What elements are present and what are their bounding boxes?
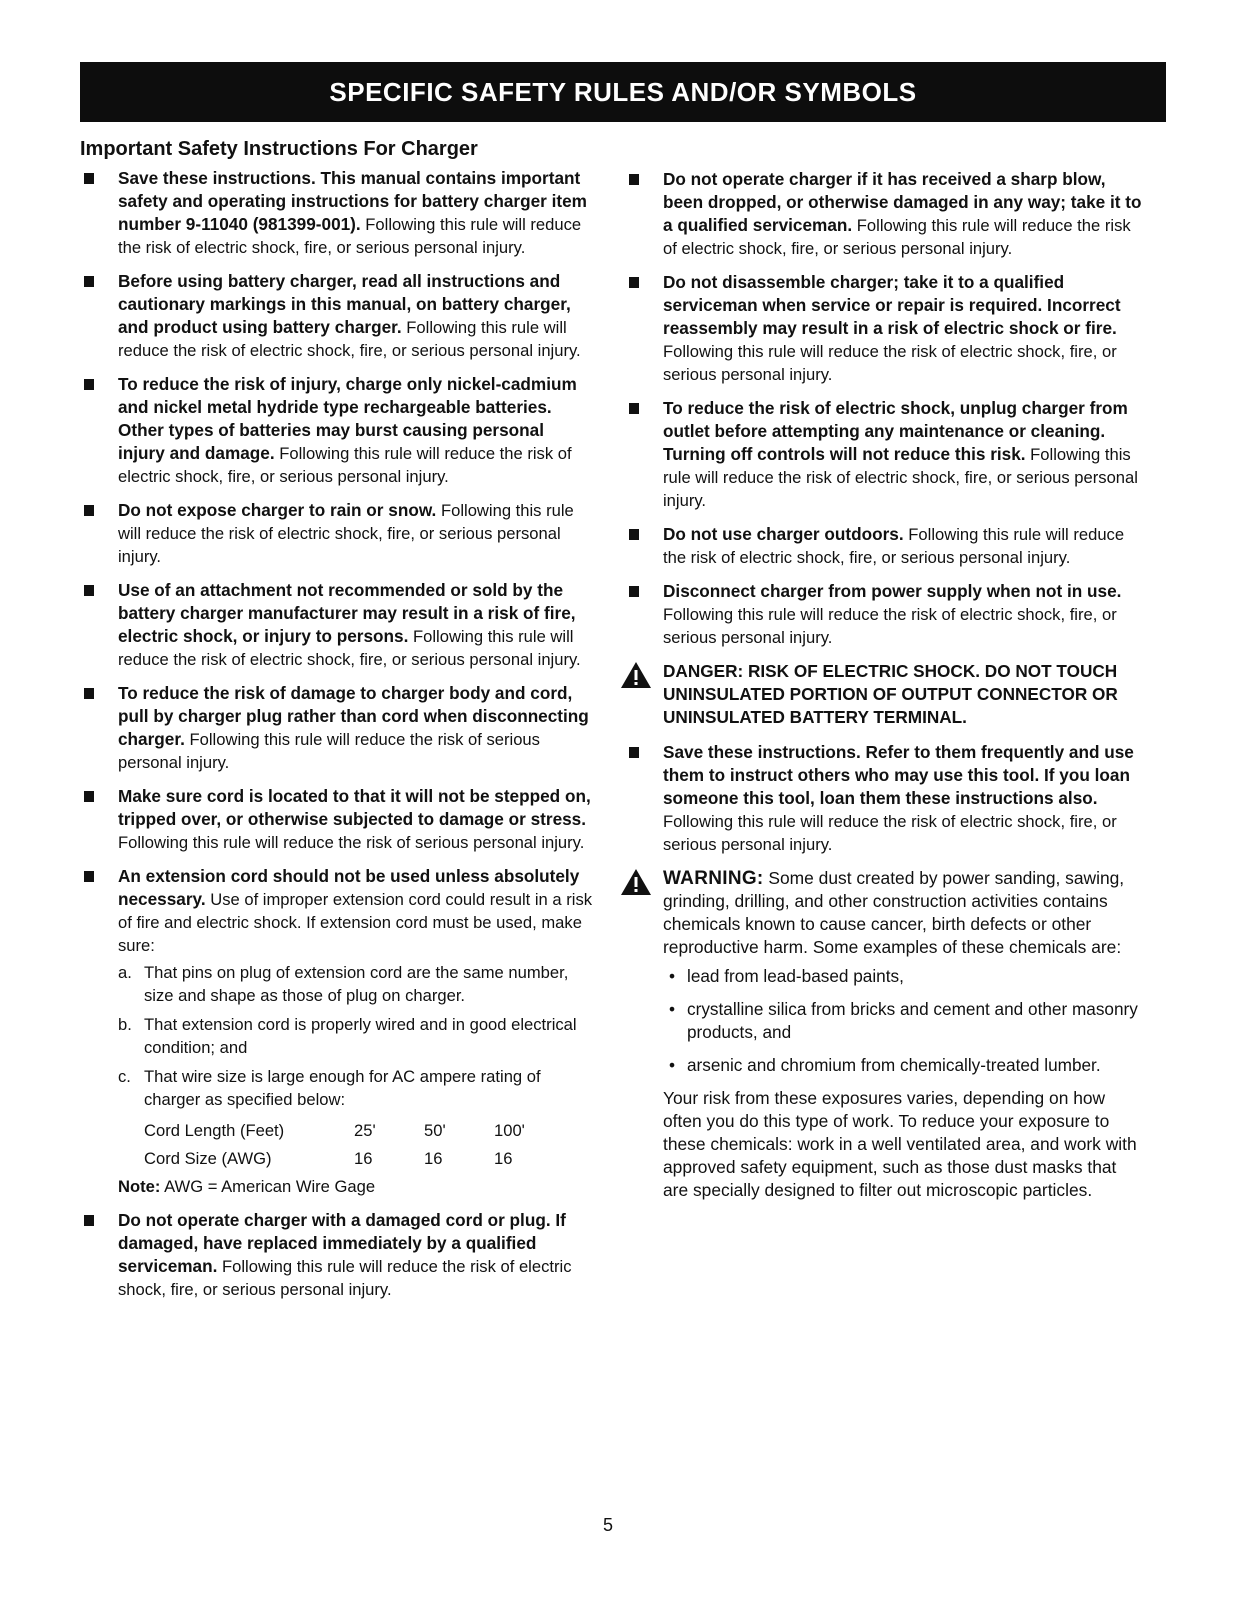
sub-item-c: [118, 1065, 595, 1111]
rule-bold-text: To reduce the risk of damage to charger body and cord, pull by charger plug rather than cord when disconnecting charger.: [118, 683, 589, 749]
table-cell: 16: [354, 1149, 373, 1168]
danger-alert: [625, 660, 1145, 729]
list-item-text: lead from lead-based paints,: [687, 966, 904, 986]
square-bullet-icon: [84, 871, 94, 882]
sub-item-letter: c.: [118, 1067, 131, 1086]
page-number: 5: [603, 1515, 614, 1535]
rule-plain-text: Following this rule will reduce the risk of electric shock, fire, or serious personal injury.: [118, 1257, 572, 1299]
square-bullet-icon: [629, 277, 639, 288]
rule-plain-text: Following this rule will reduce the risk of electric shock, fire, or serious personal injury.: [118, 444, 572, 486]
rule-plain-text: Following this rule will reduce the risk of electric shock, fire, or serious personal injury.: [663, 525, 1125, 567]
square-bullet-icon: [84, 1215, 94, 1226]
square-bullet-icon: [629, 586, 639, 597]
rule-bold-text: Do not operate charger if it has received a sharp blow, been dropped, or otherwise damaged in any way; take it to a qualified serviceman.: [663, 169, 1142, 235]
rule-bold-text: Disconnect charger from power supply when not in use.: [663, 581, 1122, 601]
table-cell: Cord Length (Feet): [144, 1121, 285, 1140]
section-title: Important Safety Instructions For Charger: [80, 138, 478, 160]
square-bullet-icon: [84, 688, 94, 699]
exposure-paragraph: Your risk from these exposures varies, depending on how often you do this type of work. To reduce your exposure to these chemicals: work in a well ventilated area, and work with approved safety equipment, such as those dust masks that are specially designed to filter out microscopic particles.: [663, 1088, 1137, 1200]
square-bullet-icon: [629, 529, 639, 540]
warning-alert: [625, 867, 1145, 1202]
chemical-list: [663, 965, 1145, 1077]
rule-bold-text: Do not use charger outdoors.: [663, 524, 904, 544]
square-bullet-icon: [84, 379, 94, 390]
table-row: [144, 1117, 595, 1145]
danger-text: DANGER: RISK OF ELECTRIC SHOCK. DO NOT TOUCH UNINSULATED PORTION OF OUTPUT CONNECTOR OR UNINSULATED BATTERY TERMINAL.: [663, 661, 1118, 727]
rule-plain-text: Following this rule will reduce the risk of electric shock, fire, or serious personal injury.: [663, 342, 1117, 384]
rule-plain-text: Following this rule will reduce the risk of electric shock, fire, or serious personal injury.: [663, 445, 1138, 510]
warning-triangle-icon: [619, 660, 653, 690]
rule-bold-text: Before using battery charger, read all instructions and cautionary markings in this manual, on battery charger, and product using battery charger.: [118, 271, 571, 337]
square-bullet-icon: [84, 585, 94, 596]
list-item: [663, 998, 1145, 1044]
rule-item: [625, 271, 1145, 386]
rule-item: [625, 741, 1145, 856]
rule-plain-text: Following this rule will reduce the risk of electric shock, fire, or serious personal injury.: [118, 215, 582, 257]
rule-plain-text: Use of improper extension cord could result in a risk of fire and electric shock. If extension cord must be used, make sure:: [118, 890, 593, 955]
square-bullet-icon: [84, 173, 94, 184]
rule-item: [80, 373, 595, 488]
rule-bold-text: Do not disassemble charger; take it to a qualified serviceman when service or repair is required. Incorrect reassembly may result in a risk of electric shock or fire.: [663, 272, 1121, 338]
sub-item-text: That pins on plug of extension cord are the same number, size and shape as those of plug on charger.: [144, 963, 569, 1005]
rule-item: [80, 682, 595, 774]
rule-bold-text: To reduce the risk of injury, charge only nickel-cadmium and nickel metal hydride type rechargeable batteries. Other types of batteries may burst causing personal injury and damage.: [118, 374, 577, 463]
rule-item: [625, 397, 1145, 512]
warning-text: Some dust created by power sanding, sawing, grinding, drilling, and other construction activities contains chemicals known to cause cancer, birth defects or other reproductive harm. Some examples of these chemicals are:: [663, 868, 1125, 957]
square-bullet-icon: [84, 791, 94, 802]
rule-item: [80, 167, 595, 259]
rule-bold-text: An extension cord should not be used unless absolutely necessary.: [118, 866, 580, 909]
note-label: Note:: [118, 1177, 161, 1196]
sub-item-text: That extension cord is properly wired and in good electrical condition; and: [144, 1015, 577, 1057]
warning-label: WARNING:: [663, 868, 764, 889]
note-text: AWG = American Wire Gage: [160, 1177, 376, 1196]
square-bullet-icon: [84, 505, 94, 516]
sub-item-letter: b.: [118, 1015, 132, 1034]
square-bullet-icon: [629, 174, 639, 185]
square-bullet-icon: [629, 403, 639, 414]
list-item: [663, 1054, 1145, 1077]
rule-bold-text: To reduce the risk of electric shock, unplug charger from outlet before attempting any maintenance or cleaning. Turning off controls will not reduce this risk.: [663, 398, 1128, 464]
rule-bold-text: Make sure cord is located to that it will not be stepped on, tripped over, or otherwise subjected to damage or stress.: [118, 786, 591, 829]
square-bullet-icon: [84, 276, 94, 287]
rule-bold-text: Save these instructions. This manual contains important safety and operating instructions for battery charger item number 9-11040 (981399-001).: [118, 168, 587, 234]
rule-bold-text: Do not operate charger with a damaged cord or plug. If damaged, have replaced immediately by a qualified serviceman.: [118, 1210, 566, 1276]
bullet-dot-icon: •: [669, 966, 676, 986]
sub-item-text: That wire size is large enough for AC ampere rating of charger as specified below:: [144, 1067, 541, 1109]
rule-item: [625, 168, 1145, 260]
sub-item-letter: a.: [118, 963, 132, 982]
list-item: [663, 965, 1145, 988]
sub-item-a: [118, 961, 595, 1007]
list-item-text: arsenic and chromium from chemically-treated lumber.: [687, 1055, 1101, 1075]
header-title: SPECIFIC SAFETY RULES AND/OR SYMBOLS: [329, 76, 917, 107]
rule-item: [80, 1209, 595, 1301]
rule-bold-text: Use of an attachment not recommended or sold by the battery charger manufacturer may result in a risk of fire, electric shock, or injury to persons.: [118, 580, 576, 646]
rule-plain-text: Following this rule will reduce the risk of electric shock, fire, or serious personal injury.: [663, 812, 1117, 854]
table-cell: 25': [354, 1121, 376, 1140]
rule-bold-text: Do not expose charger to rain or snow.: [118, 500, 437, 520]
rule-plain-text: Following this rule will reduce the risk of electric shock, fire, or serious personal injury.: [118, 318, 581, 360]
rule-plain-text: Following this rule will reduce the risk of serious personal injury.: [118, 833, 585, 852]
table-cell: Cord Size (AWG): [144, 1149, 272, 1168]
table-cell: 16: [494, 1149, 513, 1168]
rule-plain-text: Following this rule will reduce the risk of electric shock, fire, or serious personal injury.: [118, 627, 581, 669]
warning-triangle-icon: [619, 867, 653, 897]
rule-item: [80, 785, 595, 854]
square-bullet-icon: [629, 747, 639, 758]
table-cell: 100': [494, 1121, 525, 1140]
right-column: [625, 168, 1145, 1214]
list-item-text: crystalline silica from bricks and cement and other masonry products, and: [687, 999, 1138, 1042]
page-header-banner: [80, 62, 1166, 122]
rule-plain-text: Following this rule will reduce the risk of electric shock, fire, or serious personal injury.: [118, 501, 574, 566]
bullet-dot-icon: •: [669, 1055, 676, 1075]
extension-cord-rule: [80, 865, 595, 1198]
table-row: [144, 1145, 595, 1173]
bullet-dot-icon: •: [669, 999, 676, 1019]
rule-item: [80, 270, 595, 362]
sub-item-b: [118, 1013, 595, 1059]
left-column: [80, 138, 595, 1312]
rule-item: [625, 523, 1145, 569]
rule-item: [80, 499, 595, 568]
table-cell: 50': [424, 1121, 446, 1140]
rule-item: [625, 580, 1145, 649]
awg-note: [118, 1175, 595, 1198]
rule-plain-text: Following this rule will reduce the risk of electric shock, fire, or serious personal injury.: [663, 216, 1131, 258]
cord-size-table: [144, 1117, 595, 1173]
table-cell: 16: [424, 1149, 443, 1168]
rule-plain-text: Following this rule will reduce the risk of serious personal injury.: [118, 730, 540, 772]
rule-item: [80, 579, 595, 671]
rule-bold-text: Save these instructions. Refer to them frequently and use them to instruct others who may use this tool. If you loan someone this tool, loan them these instructions also.: [663, 742, 1134, 808]
rule-plain-text: Following this rule will reduce the risk of electric shock, fire, or serious personal injury.: [663, 605, 1117, 647]
